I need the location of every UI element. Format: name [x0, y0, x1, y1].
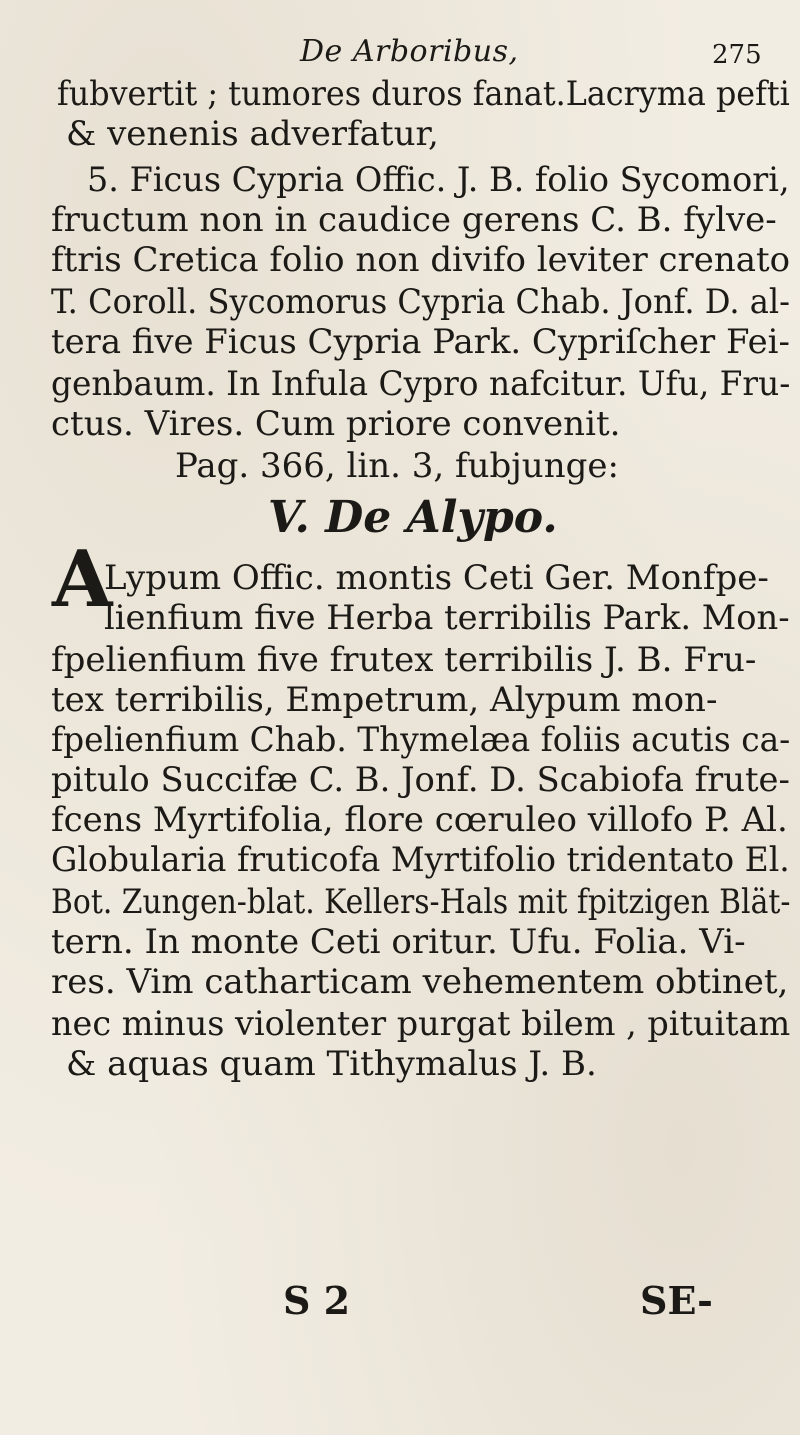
- section-heading: V. De Alypo.: [268, 492, 558, 543]
- running-head: De Arboribus,: [300, 34, 519, 69]
- text-line: tera five Ficus Cypria Park. Cypriſcher Fei-: [51, 322, 790, 362]
- text-line: Globularia fruticofa Myrtifolio tridentato El.: [51, 840, 790, 880]
- text-line: pitulo Succifæ C. B. Jonf. D. Scabiofa frute-: [51, 760, 790, 800]
- text-line: res. Vim catharticam vehementem obtinet,: [51, 962, 789, 1002]
- text-line: Bot. Zungen-blat. Kellers-Hals mit fpitzigen Blät-: [51, 882, 791, 922]
- text-line: & aquas quam Tithymalus J. B.: [66, 1044, 597, 1084]
- text-line: & venenis adverfatur,: [66, 114, 439, 154]
- text-line: nec minus violenter purgat bilem , pituitam: [51, 1004, 791, 1044]
- text-line: fubvertit ; tumores duros fanat.Lacryma pefti: [57, 74, 790, 114]
- text-line: lienfium five Herba terribilis Park. Mon-: [104, 598, 790, 638]
- text-line: Pag. 366, lin. 3, fubjunge:: [175, 446, 619, 486]
- text-line: fpelienfium Chab. Thymelæa foliis acutis ca-: [51, 720, 791, 760]
- signature-mark: S 2: [283, 1278, 351, 1323]
- text-line: 5. Ficus Cypria Offic. J. B. folio Sycomori,: [87, 160, 790, 200]
- text-line: ftris Cretica folio non divifo leviter crenato: [51, 240, 791, 280]
- text-line: fructum non in caudice gerens C. B. fylve-: [51, 200, 777, 240]
- text-line: tex terribilis, Empetrum, Alypum mon-: [51, 680, 718, 720]
- text-line: genbaum. In Infula Cypro nafcitur. Ufu, Fru-: [51, 364, 791, 404]
- text-line: fpelienfium five frutex terribilis J. B. Fru-: [51, 640, 757, 680]
- text-line: ctus. Vires. Cum priore convenit.: [51, 404, 621, 444]
- page-number: 275: [712, 40, 762, 70]
- text-line: Lypum Offic. montis Ceti Ger. Monfpe-: [104, 558, 769, 598]
- drop-cap: A: [52, 534, 113, 625]
- text-line: tern. In monte Ceti oritur. Ufu. Folia. Vi-: [51, 922, 746, 962]
- text-line: fcens Myrtifolia, flore cœruleo villofo P. Al.: [51, 800, 788, 840]
- text-line: T. Coroll. Sycomorus Cypria Chab. Jonf. D. al-: [51, 282, 791, 322]
- catchword: SE-: [640, 1278, 713, 1323]
